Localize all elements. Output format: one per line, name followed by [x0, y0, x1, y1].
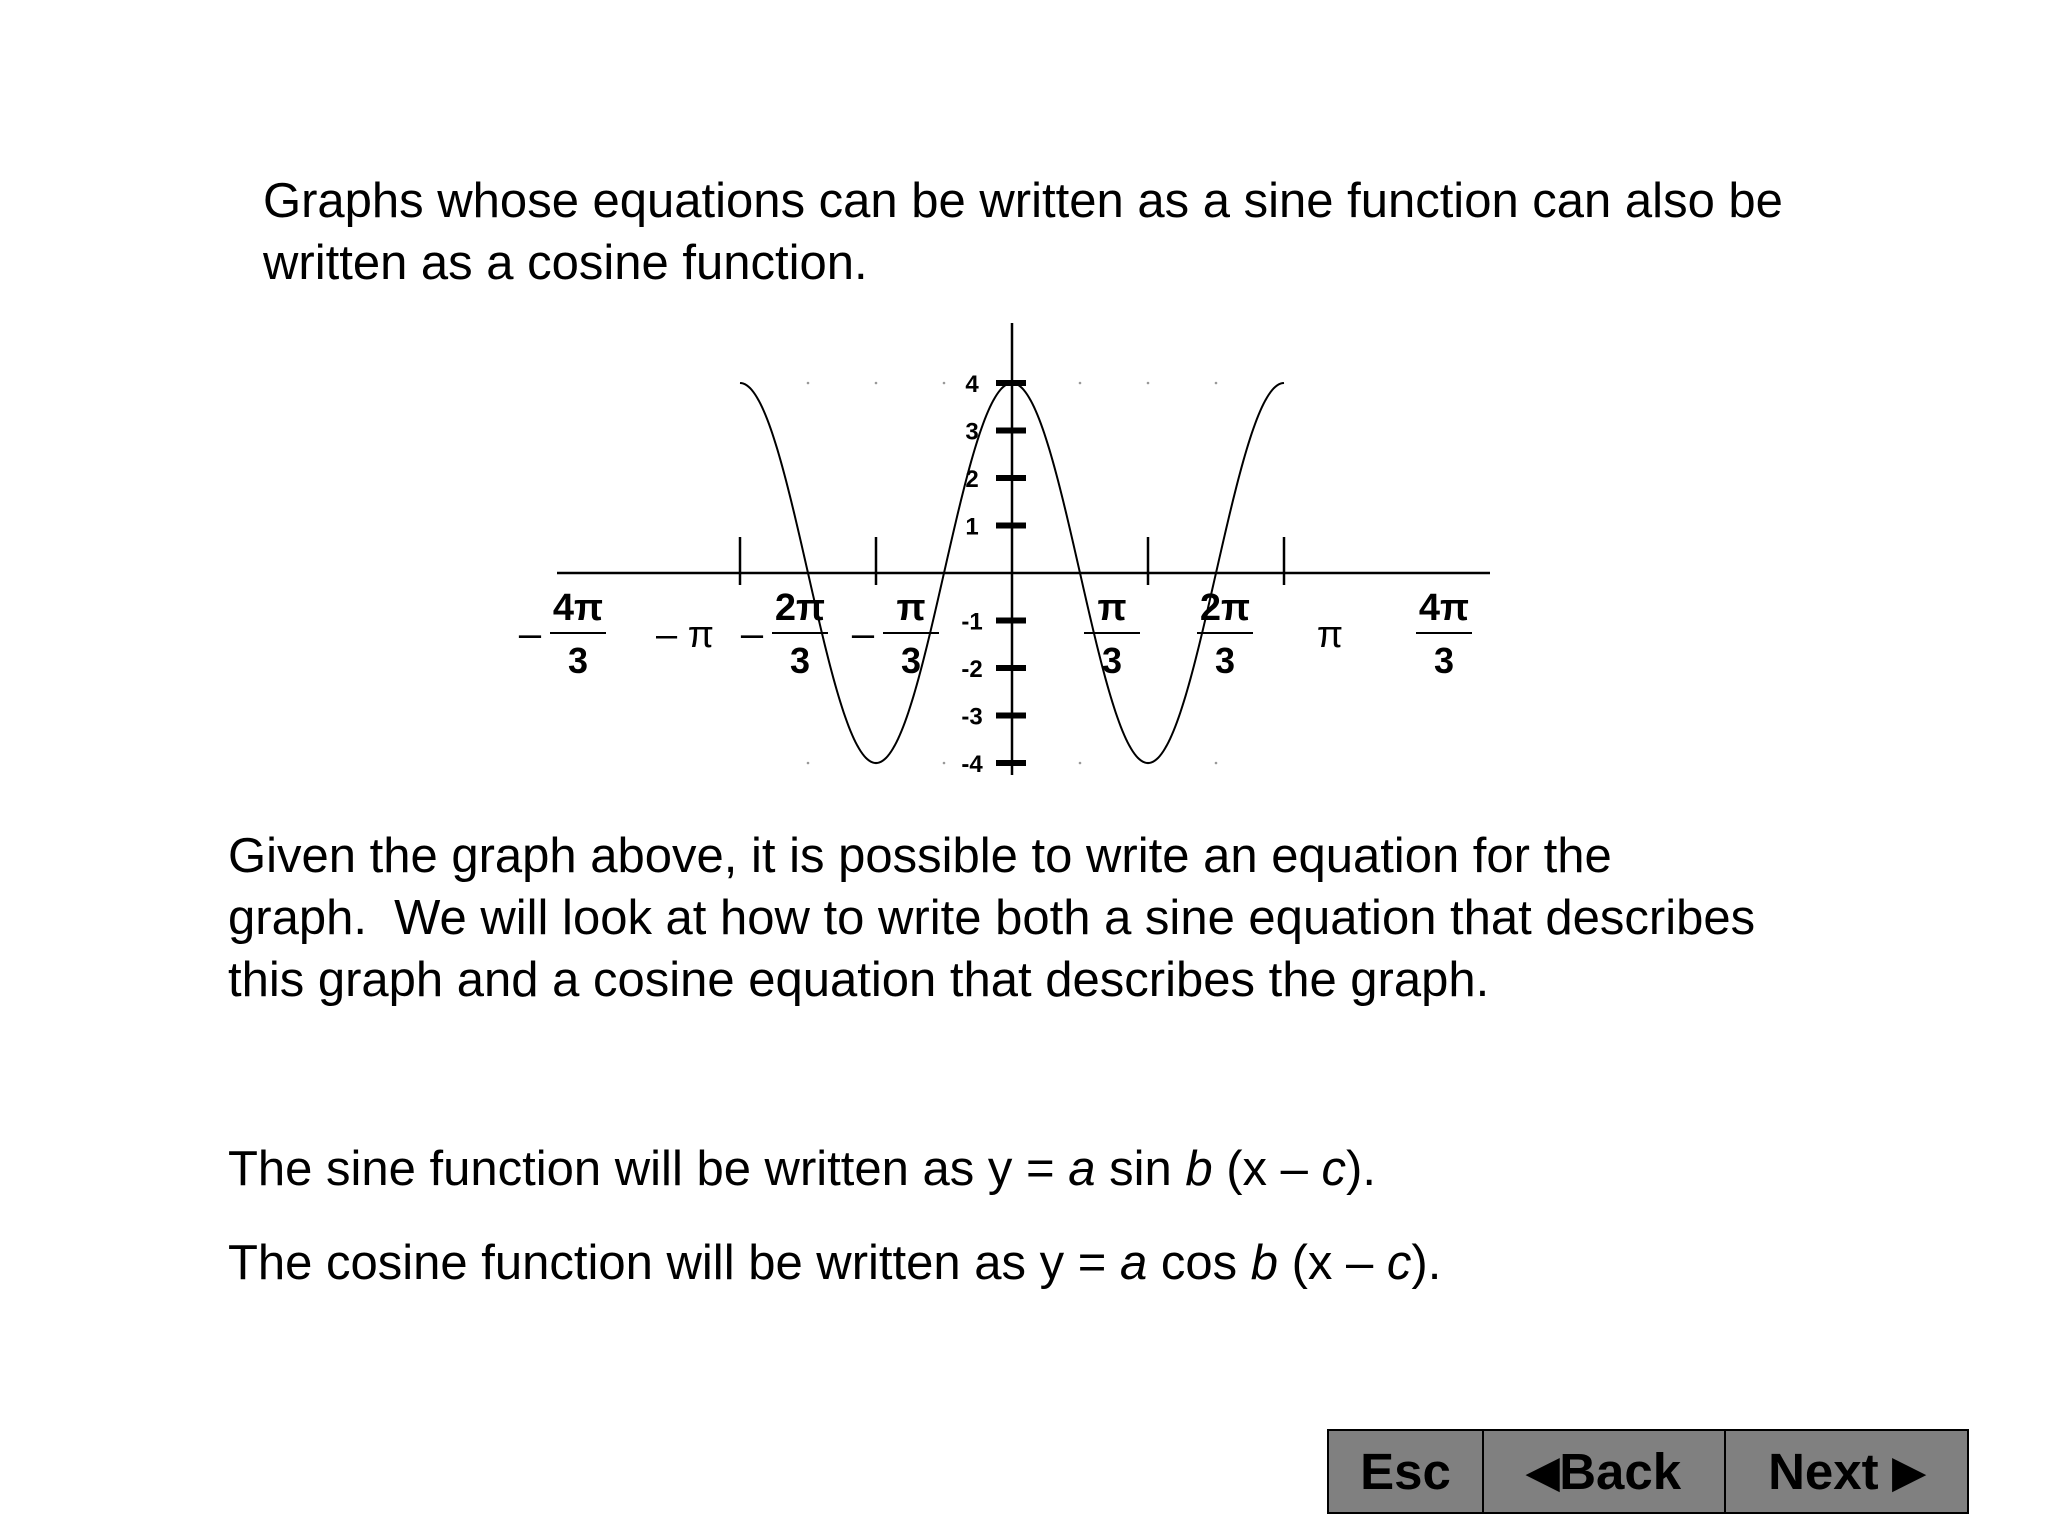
cosine-form-statement — [228, 1232, 1441, 1294]
intro-paragraph — [263, 170, 1783, 294]
grid-dot — [1079, 762, 1082, 765]
sine-a: a — [1068, 1142, 1096, 1196]
x-tick-label — [741, 587, 828, 681]
x-tick-label — [519, 587, 606, 681]
x-label-numerator: 2π — [774, 587, 826, 629]
grid-dot — [1215, 762, 1218, 765]
x-tick-label — [1416, 587, 1472, 681]
y-tick-label: -3 — [961, 703, 983, 731]
y-tick-label: 4 — [965, 371, 979, 398]
x-label-numerator: π — [1097, 587, 1127, 629]
y-tick-label: 3 — [965, 418, 979, 446]
y-tick-label: -2 — [961, 656, 983, 683]
cosine-prefix: The cosine function will be written as y = — [228, 1236, 1120, 1290]
explanation-line-2: graph. We will look at how to write both a sine equation that describes — [228, 891, 1756, 945]
x-label-denominator: 3 — [789, 640, 811, 681]
explanation-line-3: this graph and a cosine equation that describes the graph. — [228, 953, 1490, 1007]
x-label-sign: – — [740, 612, 764, 656]
grid-dot — [807, 382, 810, 385]
x-label-sign: – — [851, 612, 875, 656]
esc-label: Esc — [1360, 1443, 1451, 1500]
sine-fn: sin — [1095, 1142, 1186, 1196]
x-label-value: π — [1316, 614, 1344, 656]
grid-dot — [1147, 382, 1150, 385]
x-label-numerator: π — [896, 587, 926, 629]
x-label-sign: – — [518, 612, 542, 656]
navigation-bar — [1327, 1429, 1969, 1514]
x-label-denominator: 3 — [1214, 640, 1236, 681]
sine-mid: (x – — [1212, 1142, 1322, 1196]
x-tick-label — [656, 614, 714, 656]
grid-dot — [875, 382, 878, 385]
y-tick-label: 2 — [965, 466, 979, 493]
x-tick-label — [1084, 587, 1140, 681]
next-label: Next — [1768, 1443, 1879, 1500]
x-label-denominator: 3 — [1101, 640, 1123, 681]
x-label-denominator: 3 — [567, 640, 589, 681]
x-tick-label — [1197, 587, 1253, 681]
y-tick-label: -1 — [961, 608, 983, 636]
y-tick-label: -4 — [961, 751, 983, 778]
cosine-b: b — [1250, 1236, 1278, 1290]
x-label-denominator: 3 — [900, 640, 922, 681]
grid-dot — [807, 762, 810, 765]
sine-end: ). — [1346, 1142, 1376, 1196]
x-label-value: – π — [656, 614, 714, 656]
y-tick-label: 1 — [965, 513, 979, 541]
x-label-numerator: 4π — [552, 587, 604, 629]
x-label-denominator: 3 — [1433, 640, 1455, 681]
grid-dot — [943, 762, 946, 765]
sine-c: c — [1321, 1142, 1347, 1196]
next-button[interactable] — [1726, 1431, 1967, 1512]
explanation-paragraph — [228, 825, 1755, 1011]
cosine-end: ). — [1411, 1236, 1442, 1290]
next-arrow-icon: ▶ — [1892, 1448, 1925, 1495]
cosine-graph — [500, 315, 1500, 795]
sine-form-statement — [228, 1138, 1376, 1200]
x-tick-labels — [519, 587, 1472, 681]
cosine-c: c — [1386, 1236, 1412, 1290]
cosine-fn: cos — [1147, 1236, 1251, 1290]
cosine-mid: (x – — [1277, 1236, 1387, 1290]
x-tick-label — [1317, 614, 1343, 656]
grid-dot — [1079, 382, 1082, 385]
back-label: Back — [1559, 1443, 1682, 1500]
esc-button[interactable] — [1329, 1431, 1484, 1512]
grid-dot — [943, 382, 946, 385]
cosine-a: a — [1119, 1236, 1148, 1290]
x-label-numerator: 2π — [1199, 587, 1251, 629]
explanation-line-1: Given the graph above, it is possible to write an equation for the — [228, 829, 1612, 883]
x-label-numerator: 4π — [1418, 587, 1470, 629]
intro-line-2: written as a cosine function. — [263, 236, 868, 290]
x-tick-label — [852, 587, 939, 681]
back-arrow-icon: ◀ — [1526, 1448, 1560, 1495]
sine-prefix: The sine function will be written as y = — [228, 1142, 1069, 1196]
intro-line-1: Graphs whose equations can be written as a sine function can also be — [263, 174, 1783, 228]
back-button[interactable] — [1484, 1431, 1726, 1512]
grid-dot — [1215, 382, 1218, 385]
sine-b: b — [1185, 1142, 1213, 1196]
